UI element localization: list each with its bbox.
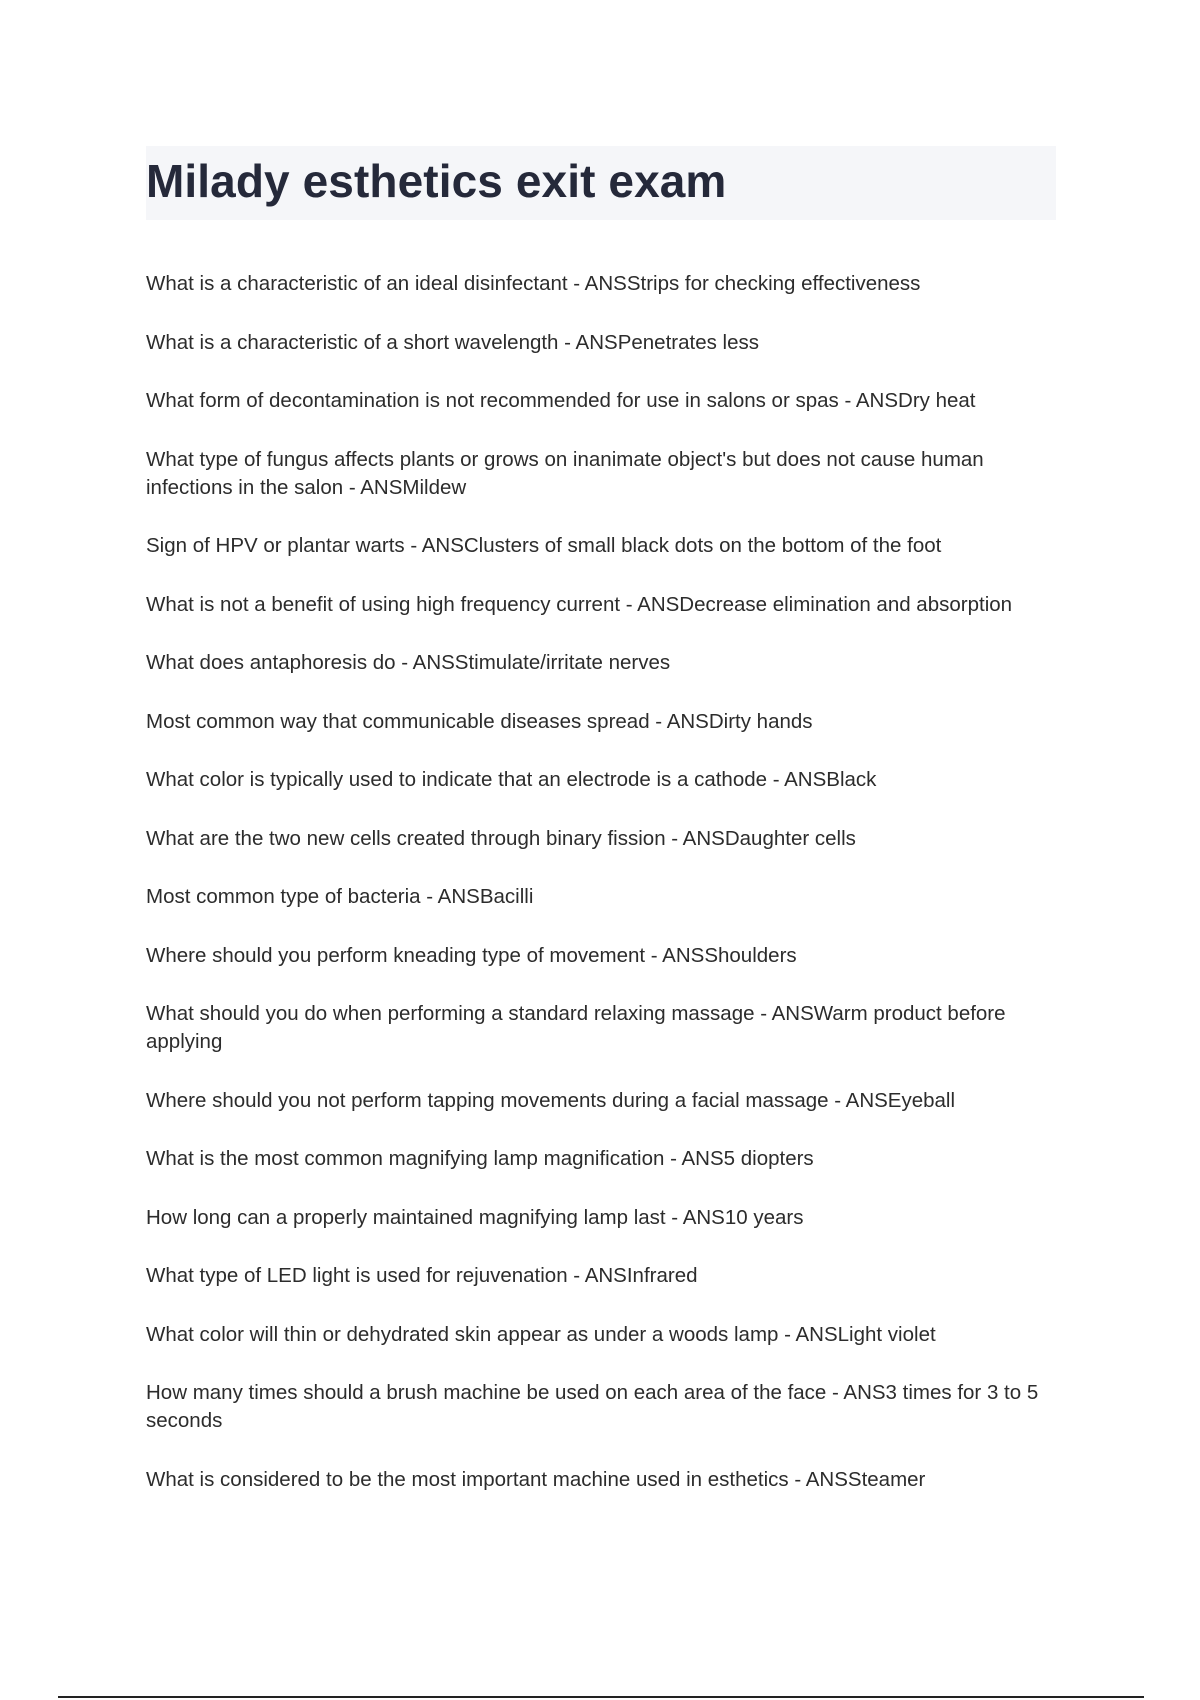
qa-item: What type of fungus affects plants or grows on inanimate object's but does not cause human infections in the salon - ANSMildew [146,447,984,499]
qa-item: Where should you perform kneading type of movement - ANSShoulders [146,943,797,967]
title-band [146,146,1056,220]
footer-divider [58,1696,1144,1698]
qa-item: Where should you not perform tapping movements during a facial massage - ANSEyeball [146,1088,956,1112]
qa-item: What type of LED light is used for rejuvenation - ANSInfrared [146,1264,698,1287]
qa-item: Most common way that communicable diseases spread - ANSDirty hands [146,709,813,733]
qa-item: What form of decontamination is not recommended for use in salons or spas - ANSDry heat [146,389,976,412]
qa-item: What color is typically used to indicate that an electrode is a cathode - ANSBlack [146,768,877,791]
qa-item: What color will thin or dehydrated skin appear as under a woods lamp - ANSLight violet [146,1322,936,1346]
qa-item: What should you do when performing a standard relaxing massage - ANSWarm product before applying [146,1002,1006,1053]
qa-list [146,270,1064,1524]
qa-item: What is a characteristic of an ideal disinfectant - ANSStrips for checking effectiveness [146,272,921,295]
qa-item: What is not a benefit of using high frequency current - ANSDecrease elimination and absorption [146,592,1013,616]
qa-item: Most common type of bacteria - ANSBacilli [146,885,534,908]
qa-item: What are the two new cells created through binary fission - ANSDaughter cells [146,826,856,850]
qa-item: What does antaphoresis do - ANSStimulate/irritate nerves [146,651,671,674]
page-title: Milady esthetics exit exam [146,155,727,207]
qa-item: What is a characteristic of a short wavelength - ANSPenetrates less [146,330,759,354]
qa-item: How many times should a brush machine be used on each area of the face - ANS3 times for 3 to 5 seconds [146,1381,1039,1432]
qa-item: What is considered to be the most important machine used in esthetics - ANSSteamer [146,1467,926,1491]
qa-item: How long can a properly maintained magnifying lamp last - ANS10 years [146,1205,804,1229]
qa-item: Sign of HPV or plantar warts - ANSClusters of small black dots on the bottom of the foot [146,534,942,557]
qa-item: What is the most common magnifying lamp magnification - ANS5 diopters [146,1147,814,1170]
